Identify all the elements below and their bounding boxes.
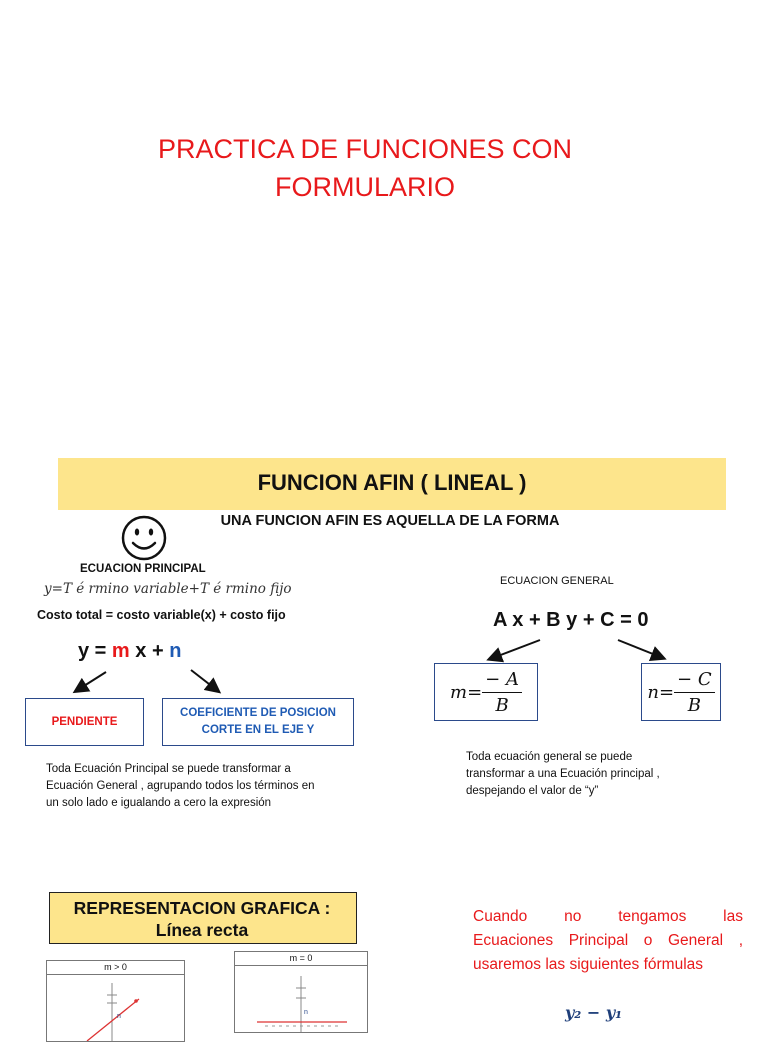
general-paragraph-line-1: Toda ecuación general se puede — [466, 751, 633, 763]
page-title — [110, 130, 620, 206]
n-denominator: B — [687, 694, 701, 716]
title-line-2: FORMULARIO — [274, 172, 455, 202]
principal-equation — [78, 640, 181, 663]
principal-label: ECUACION PRINCIPAL — [80, 563, 206, 575]
cuando-paragraph — [473, 905, 743, 977]
costo-formula: Costo total = costo variable(x) + costo fijo — [37, 608, 286, 622]
arrow-left-icon — [76, 672, 106, 691]
graph-right-plot — [235, 966, 367, 1032]
graph-left-label: m > 0 — [47, 961, 184, 975]
section-subheading: UNA FUNCION AFIN ES AQUELLA DE LA FORMA — [220, 513, 560, 529]
graph-positive-slope — [46, 960, 185, 1042]
pendiente-label: PENDIENTE — [51, 716, 118, 728]
eq-x: x + — [129, 640, 170, 662]
graph-zero-slope — [234, 951, 368, 1033]
n-lhs: n= — [647, 681, 675, 703]
principal-paragraph-line-2: Ecuación General , agrupando todos los términos en — [46, 780, 315, 792]
m-numerator: − A — [482, 669, 522, 693]
eq-n: n — [169, 640, 182, 662]
cuando-line-1: Cuando no tengamos las — [473, 908, 743, 925]
representacion-line-1: REPRESENTACION GRAFICA : — [73, 898, 331, 918]
general-arrows — [470, 634, 690, 664]
graph-right-label: m = 0 — [235, 952, 367, 966]
principal-paragraph-line-3: un solo lado e igualando a cero la expresión — [46, 797, 272, 809]
general-equation: A x + B y + C = 0 — [493, 609, 649, 631]
arrow-right-icon — [191, 670, 218, 691]
n-numerator: − C — [674, 669, 715, 693]
graph-left-n: n — [117, 1013, 121, 1020]
coeficiente-line-1: COEFICIENTE DE POSICION — [180, 707, 336, 719]
representacion-heading — [49, 897, 355, 941]
general-paragraph-line-2: transformar a una Ecuación principal , — [466, 768, 660, 780]
m-lhs: m= — [450, 681, 483, 703]
coeficiente-box — [162, 698, 354, 746]
m-fraction — [482, 669, 522, 716]
general-paragraph — [466, 749, 660, 800]
slope-formula-numerator: y₂ − y₁ — [565, 1003, 623, 1022]
general-label: ECUACION GENERAL — [500, 575, 614, 587]
principal-formula: y=T é rmino variable+T é rmino fijo — [44, 581, 292, 597]
coeficiente-line-2: CORTE EN EL EJE Y — [201, 724, 315, 736]
n-formula-box — [641, 663, 721, 721]
m-formula-box — [434, 663, 538, 721]
cuando-line-3: usaremos las siguientes fórmulas — [473, 956, 704, 973]
section-heading: FUNCION AFIN ( LINEAL ) — [257, 470, 527, 495]
n-fraction — [674, 669, 715, 716]
arrow-right-icon — [618, 640, 663, 658]
representacion-line-2: Línea recta — [155, 920, 249, 940]
general-paragraph-line-3: despejando el valor de “y” — [466, 785, 599, 797]
eq-y: y = — [78, 640, 112, 662]
cuando-line-2: Ecuaciones Principal o General , — [473, 932, 743, 949]
arrow-left-icon — [490, 640, 540, 659]
graph-right-n: n — [304, 1009, 308, 1016]
principal-paragraph-line-1: Toda Ecuación Principal se puede transformar a — [46, 763, 291, 775]
smiley-icon — [120, 512, 168, 564]
m-denominator: B — [495, 694, 509, 716]
principal-paragraph — [46, 761, 315, 812]
pendiente-box — [25, 698, 144, 746]
eq-m: m — [111, 640, 130, 662]
graph-left-plot — [47, 975, 184, 1041]
title-line-1: PRACTICA DE FUNCIONES CON — [157, 134, 573, 164]
